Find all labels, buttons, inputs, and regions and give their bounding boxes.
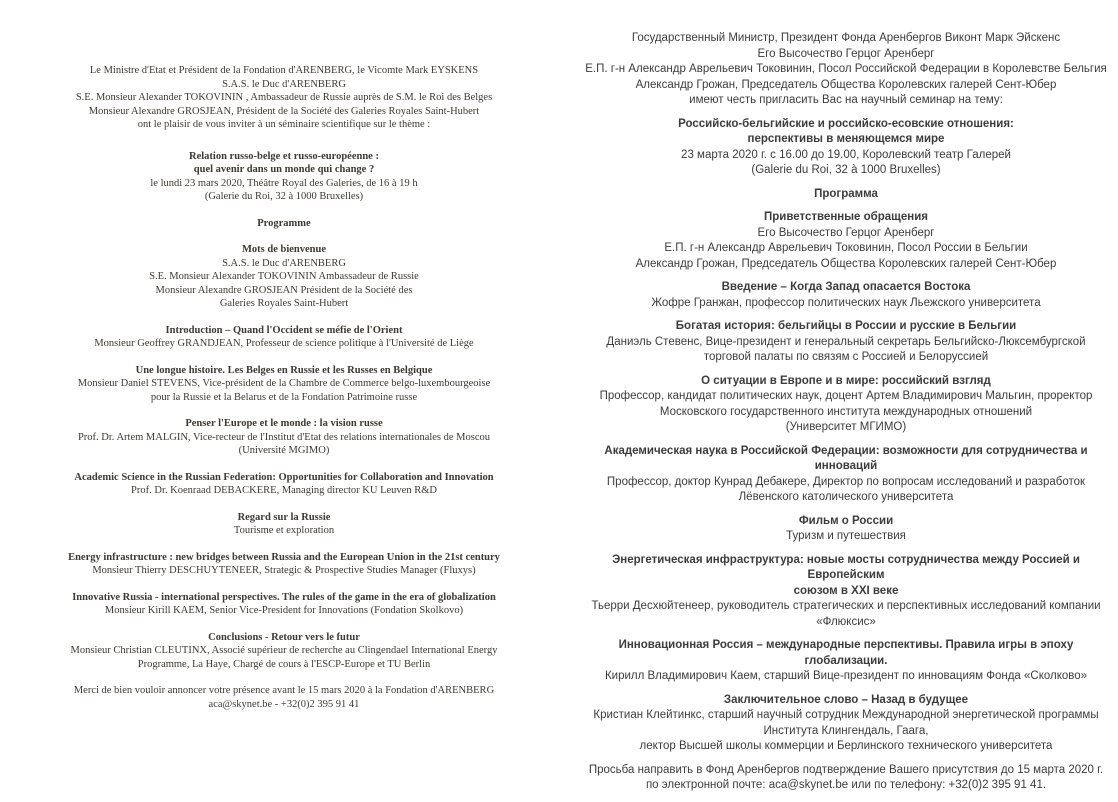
text-line: ont le plaisir de vous inviter à un séminaire scientifique sur le thème : [137,119,431,130]
text-line: Monsieur Alexandre GROSJEAN Président de la Société des [155,284,413,296]
program-section [576,763,1116,794]
section-title-line: Программа [814,187,878,200]
text-line: «Флюксис» [816,615,876,628]
text-line: торговой палаты по связям с Россией и Белоруссией [703,351,989,363]
section-title-line: Фильм о России [798,514,894,527]
text-line: Monsieur Kirill KAEM, Senior Vice-President for Innovations (Fondation Skolkovo) [104,605,464,616]
section-title-line: инноваций [814,460,878,472]
program-section [28,324,540,351]
program-section [28,64,540,132]
text-line: Le Ministre d'Etat et Président de la Fondation d'ARENBERG, le Vicomte Mark EYSKENS [89,65,479,76]
text-line: Galeries Royales Saint-Hubert [219,298,349,309]
text-line: Е.П. г-н Александр Аврельевич Токовинин, Посол России в Бельгии [664,242,1028,254]
text-line: Просьба направить в Фонд Аренбергов подтверждение Вашего присутствия до 15 марта 2020 г. [588,763,1104,776]
text-line: (Université MGIMO) [238,445,330,456]
program-section [576,638,1116,685]
text-line: Александр Грожан, Председатель Общества Королевских галерей Сент-Юбер [635,257,1057,270]
text-line: Жофре Гранжан, профессор политических наук Льежского университета [651,296,1041,309]
text-line: (Университет МГИМО) [785,421,907,433]
program-section [28,591,540,618]
section-title-line: Penser l'Europe et le monde : la vision russe [185,418,383,429]
section-title-line: Relation russo-belge et russo-européenne : [189,150,379,162]
text-line: pour la Russie et la Belarus et de la Fondation Patrimoine russe [150,391,418,403]
program-section [576,210,1116,272]
program-section [576,31,1116,109]
section-title-line: союзом в XXI веке [793,584,899,597]
section-title-line: Innovative Russia - international perspectives. The rules of the game in the era of globalization [72,591,496,603]
text-line: Prof. Dr. Koenraad DEBACKERE, Managing director KU Leuven R&D [131,485,437,496]
text-line: Merci de bien vouloir annoncer votre présence avant le 15 mars 2020 à la Fondation d'ARENBERG [73,685,495,696]
text-line: Института Клингендаль, Гаага, [763,724,929,737]
section-title-line: Российско-бельгийские и российско-есовские отношения: [678,117,1014,130]
section-title-line: О ситуации в Европе и в мире: российский взгляд [701,374,991,387]
text-line: (Galerie du Roi, 32 à 1000 Bruxelles) [751,164,941,176]
text-line: Monsieur Thierry DESCHUYTENEER, Strategic & Prospective Studies Manager (Fluxys) [92,565,476,576]
section-title-line: Introduction – Quand l'Occident se méfie de l'Orient [165,324,403,336]
text-line: по электронной почте: aca@skynet.be или по телефону: +32(0)2 395 91 41. [645,779,1047,791]
text-line: Лёвенского католического университета [738,491,954,503]
program-section [28,511,540,538]
program-section [576,117,1116,179]
text-line: S.E. Monsieur Alexander TOKOVININ Ambassadeur de Russie [149,271,419,282]
program-section [28,684,540,711]
text-line: Даниэль Стевенс, Вице-президент и генеральный секретарь Бельгийско-Люксембургской [606,335,1086,348]
program-section [28,417,540,458]
text-line: Monsieur Daniel STEVENS, Vice-président de la Chambre de Commerce belgo-luxembourgeoise [77,378,491,389]
section-title-line: Академическая наука в Российской Федерации: возможности для сотрудничества и [604,444,1088,457]
section-title-line: Une longue histoire. Les Belges en Russie et les Russes en Belgique [135,364,433,376]
program-section [576,514,1116,545]
text-line: Его Высочество Герцог Аренберг [757,47,935,60]
text-line: Его Высочество Герцог Аренберг [757,226,935,239]
section-title-line: Энергетическая инфраструктура: новые мосты сотрудничества между Россией и Европейским [612,553,1080,581]
text-line: Е.П. г-н Александр Аврельевич Токовинин, Посол Российской Федерации в Королевстве Бельгия [585,63,1107,75]
text-line: Александр Грожан, Председатель Общества Королевских галерей Сент-Юбер [635,78,1057,91]
text-line: Кирилл Владимирович Каем, старший Вице-президент по инновациям Фонда «Сколково» [604,670,1088,682]
section-title-line: Energy infrastructure : new bridges between Russia and the European Union in the 21st century [68,551,500,563]
program-section [28,471,540,498]
text-line: le lundi 23 mars 2020, Théâtre Royal des Galeries, de 16 à 19 h [150,177,418,189]
program-section [28,150,540,204]
section-title-line: Инновационная Россия – международные перспективы. Правила игры в эпоху глобализации. [618,639,1074,667]
section-title-line: Academic Science in the Russian Federation: Opportunities for Collaboration and Innovation [74,471,494,483]
text-line: Tourisme et exploration [233,525,335,536]
text-line: aca@skynet.be - +32(0)2 395 91 41 [208,698,360,710]
text-line: Профессор, кандидат политических наук, доцент Артем Владимирович Мальгин, проректор [599,390,1093,402]
program-section [28,631,540,672]
program-section [576,444,1116,506]
section-title-line: Mots de bienvenue [242,244,326,255]
text-line: Государственный Министр, Президент Фонда Аренбергов Виконт Марк Эйскенс [631,32,1061,44]
program-section [28,217,540,231]
page-left-french [28,64,540,724]
text-line: Prof. Dr. Artem MALGIN, Vice-recteur de l'Institut d'Etat des relations internationales de Moscou [77,431,491,443]
program-section [28,243,540,311]
text-line: Programme, La Haye, Chargé de cours à l'ESCP-Europe et TU Berlin [137,658,431,670]
text-line: Профессор, доктор Кунрад Дебакере, Директор по вопросам исследований и разработок [606,475,1086,488]
page-right-russian [576,31,1116,802]
text-line: лектор Высшей школы коммерции и Берлинского технического университета [639,740,1053,752]
section-title-line: перспективы в меняющемся мире [747,133,945,145]
text-line: Кристиан Клейтинкс, старший научный сотрудник Международной энергетической программы [593,709,1099,721]
section-title-line: Conclusions - Retour vers le futur [208,631,360,643]
text-line: S.A.S. le Duc d'ARENBERG [222,78,346,90]
text-line: Monsieur Geoffrey GRANDJEAN, Professeur de science politique à l'Université de Liège [94,338,474,349]
section-title-line: Programme [257,217,311,229]
program-section [28,364,540,405]
text-line: Тьерри Десхюйтенеер, руководитель стратегических и перспективных исследований компании [591,600,1101,612]
text-line: S.E. Monsieur Alexander TOKOVININ , Ambassadeur de Russie auprès de S.M. le Roi des Belges [75,92,493,103]
text-line: Московского государственного института международных отношений [659,405,1033,418]
text-line: S.A.S. le Duc d'ARENBERG [222,257,346,269]
program-section [576,187,1116,203]
program-section [576,553,1116,631]
text-line: Туризм и путешествия [786,530,906,542]
text-line: Monsieur Christian CLEUTINX, Associé supérieur de recherche au Clingendael International Energy [70,645,498,656]
text-line: Monsieur Alexandre GROSJEAN, Président de la Société des Galeries Royales Saint-Hubert [88,105,480,117]
section-title-line: Богатая история: бельгийцы в России и русские в Бельгии [675,320,1017,332]
section-title-line: Заключительное слово – Назад в будущее [723,693,969,706]
program-section [576,693,1116,755]
text-line: 23 марта 2020 г. с 16.00 до 19.00, Королевский театр Галерей [681,148,1011,161]
program-section [576,319,1116,366]
section-title-line: quel avenir dans un monde qui change ? [193,164,375,175]
section-title-line: Введение – Когда Запад опасается Востока [721,281,971,293]
section-title-line: Приветственные обращения [763,211,929,223]
program-section [576,280,1116,311]
program-section [576,374,1116,436]
section-title-line: Regard sur la Russie [237,511,331,523]
text-line: имеют честь пригласить Вас на научный семинар на тему: [689,94,1003,106]
program-section [28,551,540,578]
text-line: (Galerie du Roi, 32 à 1000 Bruxelles) [204,191,364,202]
